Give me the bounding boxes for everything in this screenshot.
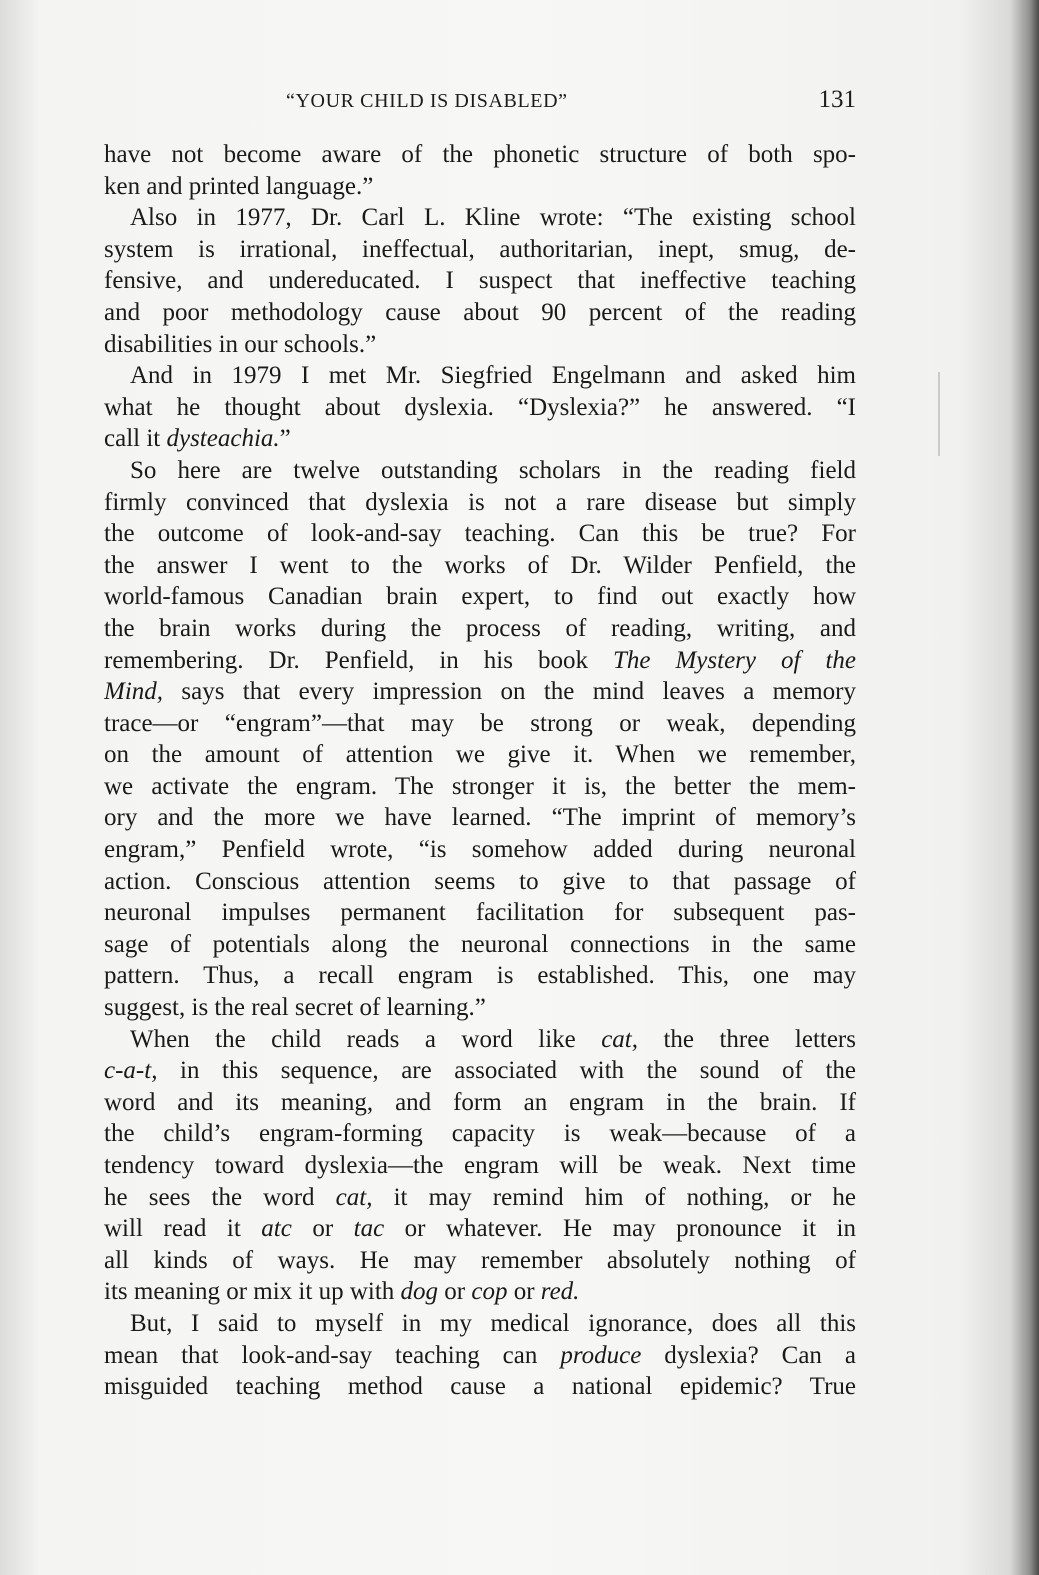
italic-text: dog	[400, 1278, 439, 1306]
text-segment: what he thought about dyslexia. “Dyslexia?” he answered. “I	[104, 393, 856, 421]
text-line	[104, 1024, 856, 1056]
text-segment: pattern. Thus, a recall engram is established. This, one may	[104, 962, 856, 990]
text-segment: world-famous Canadian brain expert, to find out exactly how	[104, 583, 856, 611]
text-line	[104, 1150, 856, 1182]
text-line	[104, 1371, 856, 1403]
text-segment: call it	[104, 425, 167, 453]
text-segment: we activate the engram. The stronger it is, the better the mem-	[104, 772, 856, 800]
body-text	[104, 139, 856, 1403]
text-line	[104, 139, 856, 171]
text-line	[104, 360, 856, 392]
text-segment: dyslexia? Can a	[641, 1341, 856, 1369]
text-segment: system is irrational, ineffectual, authoritarian, inept, smug, de-	[104, 235, 856, 263]
page-number: 131	[818, 86, 856, 113]
text-line	[104, 550, 856, 582]
text-segment: the answer I went to the works of Dr. Wilder Penfield, the	[104, 551, 856, 579]
text-line	[104, 329, 856, 361]
text-line	[104, 771, 856, 803]
text-segment: the three letters	[638, 1025, 856, 1053]
italic-text: Mind,	[104, 678, 164, 706]
text-segment: he sees the word	[104, 1183, 336, 1211]
text-line	[104, 992, 856, 1024]
text-segment: suggest, is the real secret of learning.”	[104, 994, 486, 1022]
text-segment: misguided teaching method cause a national epidemic? True	[104, 1373, 856, 1401]
text-segment: ”	[279, 425, 291, 453]
text-segment: engram,” Penfield wrote, “is somehow added during neuronal	[104, 836, 856, 864]
text-segment: fensive, and undereducated. I suspect that ineffective teaching	[104, 267, 856, 295]
text-line	[104, 518, 856, 550]
text-line	[104, 960, 856, 992]
text-segment: trace—or “engram”—that may be strong or weak, depending	[104, 709, 856, 737]
text-line	[104, 613, 856, 645]
text-line	[104, 392, 856, 424]
text-line	[104, 802, 856, 834]
text-segment: disabilities in our schools.”	[104, 330, 377, 358]
text-line	[104, 1087, 856, 1119]
italic-text: The Mystery of the	[612, 646, 856, 674]
page-header	[104, 86, 856, 120]
text-segment: will read it	[104, 1215, 262, 1243]
text-segment: the outcome of look-and-say teaching. Can this be true? For	[104, 520, 856, 548]
text-segment: in this sequence, are associated with the sound of the	[157, 1057, 856, 1085]
text-segment: firmly convinced that dyslexia is not a rare disease but simply	[104, 488, 856, 516]
text-line	[104, 581, 856, 613]
running-title: “YOUR CHILD IS DISABLED”	[286, 90, 568, 112]
italic-text: produce	[560, 1341, 642, 1369]
text-line	[104, 423, 856, 455]
text-segment: or whatever. He may pronounce it in	[384, 1215, 856, 1243]
text-line	[104, 645, 856, 677]
text-line	[104, 739, 856, 771]
text-line	[104, 234, 856, 266]
text-segment: So here are twelve outstanding scholars in the reading field	[130, 456, 856, 484]
text-line	[104, 1055, 856, 1087]
italic-text: cat,	[601, 1025, 638, 1053]
text-line	[104, 708, 856, 740]
text-segment: ken and printed language.”	[104, 172, 374, 200]
text-line	[104, 265, 856, 297]
text-line	[104, 929, 856, 961]
text-segment: it may remind him of nothing, or he	[372, 1183, 856, 1211]
italic-text: tac	[353, 1215, 385, 1243]
text-segment: or	[291, 1215, 354, 1243]
text-line	[104, 1340, 856, 1372]
text-segment: or	[438, 1278, 472, 1306]
text-line	[104, 1213, 856, 1245]
text-segment: its meaning or mix it up with	[104, 1278, 401, 1306]
text-segment: And in 1979 I met Mr. Siegfried Engelmann and asked him	[130, 362, 856, 390]
text-line	[104, 1182, 856, 1214]
text-segment: But, I said to myself in my medical ignorance, does all this	[130, 1309, 856, 1337]
text-segment: the brain works during the process of reading, writing, and	[104, 614, 856, 642]
text-segment: or	[507, 1278, 541, 1306]
text-line	[104, 1245, 856, 1277]
text-line	[104, 866, 856, 898]
italic-text: c-a-t,	[104, 1057, 158, 1085]
text-line	[104, 202, 856, 234]
text-segment: have not become aware of the phonetic structure of both spo-	[104, 141, 856, 168]
text-line	[104, 1308, 856, 1340]
italic-text: dysteachia.	[166, 425, 280, 453]
text-segment: mean that look-and-say teaching can	[104, 1341, 561, 1369]
text-segment: neuronal impulses permanent facilitation for subsequent pas-	[104, 899, 856, 927]
text-line	[104, 1276, 856, 1308]
text-line	[104, 297, 856, 329]
text-segment: and poor methodology cause about 90 percent of the reading	[104, 298, 856, 326]
scan-margin-mark	[938, 372, 940, 456]
text-segment: ory and the more we have learned. “The imprint of memory’s	[104, 804, 856, 832]
italic-text: atc	[261, 1215, 292, 1243]
text-line	[104, 1118, 856, 1150]
italic-text: cop	[471, 1278, 508, 1306]
text-line	[104, 171, 856, 203]
text-line	[104, 455, 856, 487]
text-segment: the child’s engram-forming capacity is weak—because of a	[104, 1120, 856, 1148]
text-segment: on the amount of attention we give it. When we remember,	[104, 741, 856, 769]
text-segment: tendency toward dyslexia—the engram will be weak. Next time	[104, 1152, 856, 1179]
text-segment: all kinds of ways. He may remember absolutely nothing of	[104, 1246, 856, 1274]
text-segment: sage of potentials along the neuronal connections in the same	[104, 930, 856, 958]
text-line	[104, 487, 856, 519]
italic-text: cat,	[335, 1183, 373, 1211]
text-segment: word and its meaning, and form an engram in the brain. If	[104, 1088, 856, 1116]
text-line	[104, 834, 856, 866]
text-line	[104, 676, 856, 708]
text-line	[104, 897, 856, 929]
text-segment: action. Conscious attention seems to give to that passage of	[104, 867, 856, 895]
text-segment: When the child reads a word like	[130, 1025, 602, 1053]
italic-text: red.	[540, 1278, 580, 1306]
text-segment: Also in 1977, Dr. Carl L. Kline wrote: “The existing school	[130, 204, 856, 232]
text-segment: remembering. Dr. Penfield, in his book	[104, 646, 613, 674]
text-segment: says that every impression on the mind leaves a memory	[163, 678, 856, 706]
